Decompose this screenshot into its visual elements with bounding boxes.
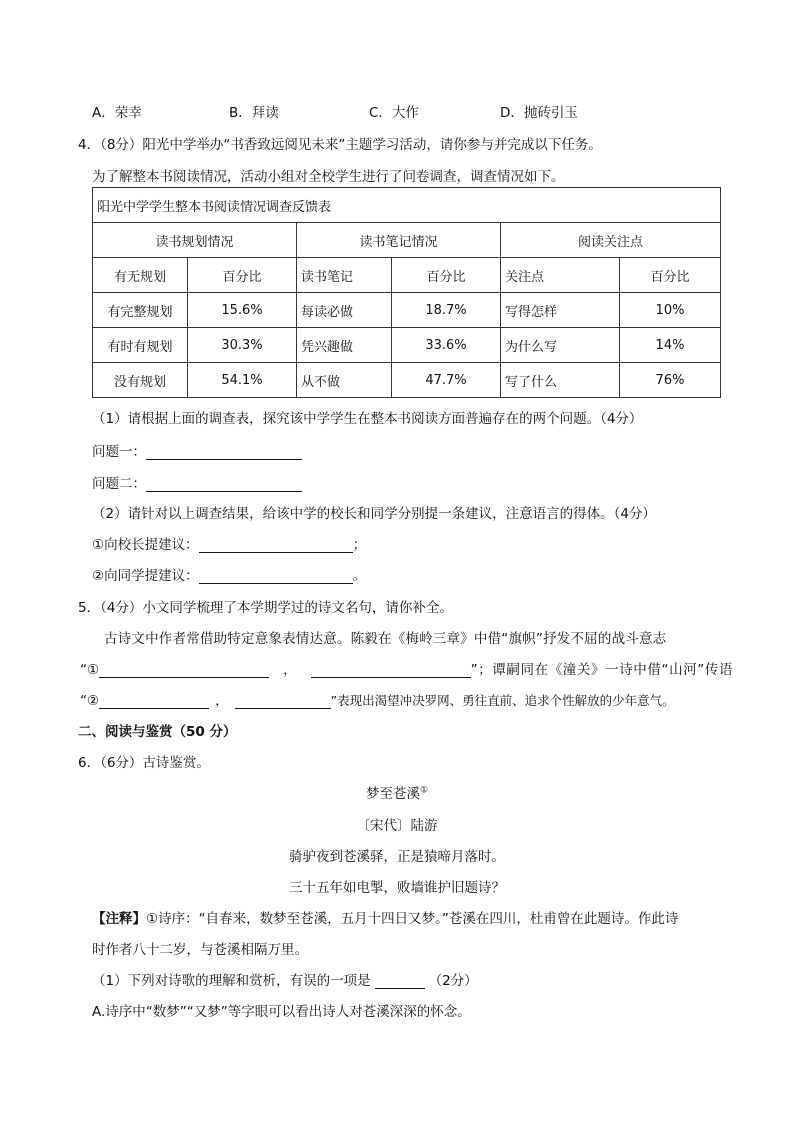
column-header: 读书笔记 — [297, 258, 392, 293]
q6-header: 6．（6分）古诗鉴赏。 — [78, 755, 210, 771]
note-label: 【注释】 — [92, 911, 146, 927]
answer-blank[interactable] — [146, 445, 302, 460]
column-header: 关注点 — [501, 258, 620, 293]
table-cell: 10% — [620, 293, 721, 328]
advice-principal-label: ①向校长提建议： — [92, 537, 199, 553]
note-mark: ① — [419, 785, 429, 796]
q4-header: 4．（8分）阳光中学举办“书香致远阅见未来”主题学习活动，请你参与并完成以下任务。 — [78, 137, 602, 153]
survey-table-title: 阳光中学学生整本书阅读情况调查反馈表 — [93, 188, 721, 223]
answer-blank[interactable] — [99, 663, 269, 678]
note-line1 — [92, 907, 678, 927]
problem-two-label: 问题二： — [92, 476, 146, 492]
problem-one — [92, 440, 302, 460]
group-header: 读书笔记情况 — [297, 223, 501, 258]
q5-line2 — [80, 658, 733, 678]
quote-rest: ”表现出渴望冲决罗网、勇往直前、追求个性解放的少年意气。 — [330, 693, 675, 708]
table-cell: 47.7% — [392, 363, 501, 398]
poem-line: 三十五年如电掣，败墙谁护旧题诗？ — [289, 880, 505, 896]
note-line2: 时作者八十二岁，与苍溪相隔万里。 — [92, 942, 308, 958]
q4-sub1: （1）请根据上面的调查表，探究该中学学生在整本书阅读方面普遍存在的两个问题。（4分） — [92, 411, 643, 427]
advice-principal — [92, 533, 366, 553]
table-cell: 有时有规划 — [93, 328, 188, 363]
table-row — [93, 328, 721, 363]
poem-line: 骑驴夜到苍溪驿，正是猿啼月落时。 — [289, 849, 505, 865]
table-cell: 54.1% — [188, 363, 297, 398]
q6-sub1-text: （1）下列对诗歌的理解和赏析，有误的一项是 — [92, 973, 371, 989]
table-cell: 写得怎样 — [501, 293, 620, 328]
q4-intro: 为了解整本书阅读情况，活动小组对全校学生进行了问卷调查，调查情况如下。 — [92, 169, 565, 185]
group-header: 读书规划情况 — [93, 223, 297, 258]
comma: ， — [283, 662, 297, 678]
table-cell: 为什么写 — [501, 328, 620, 363]
q5-line1: 古诗文中作者常借助特定意象表情达意。陈毅在《梅岭三章》中借“旗帜”抒发不屈的战斗意志 — [104, 631, 667, 647]
answer-blank[interactable] — [375, 974, 425, 989]
poem-title-text: 梦至苍溪 — [365, 786, 420, 802]
answer-blank[interactable] — [235, 694, 331, 709]
table-cell: 有完整规划 — [93, 293, 188, 328]
q4-sub2: （2）请针对以上调查结果，给该中学的校长和同学分别提一条建议，注意语言的得体。（4分） — [92, 506, 656, 522]
advice-students-label: ②向同学提建议： — [92, 568, 199, 584]
quote-open: “② — [80, 693, 100, 709]
column-header: 百分比 — [392, 258, 501, 293]
table-cell: 33.6% — [392, 328, 501, 363]
answer-blank[interactable] — [199, 538, 353, 553]
comma: ， — [215, 693, 229, 709]
q6-option-a: A.诗序中“数梦”“又梦”等字眼可以看出诗人对苍溪深深的怀念。 — [92, 1004, 471, 1020]
punctuation: 。 — [352, 568, 367, 584]
table-cell: 76% — [620, 363, 721, 398]
table-cell: 18.7% — [392, 293, 501, 328]
punctuation: ； — [352, 537, 367, 553]
answer-blank[interactable] — [146, 477, 302, 492]
poem-title — [0, 782, 794, 802]
note-text: ①诗序：“自春来，数梦至苍溪，五月十四日又梦。”苍溪在四川，杜甫曾在此题诗。作此诗 — [146, 911, 679, 927]
table-cell: 30.3% — [188, 328, 297, 363]
table-row — [93, 363, 721, 398]
answer-blank[interactable] — [99, 694, 209, 709]
survey-table — [92, 187, 721, 398]
answer-blank[interactable] — [311, 663, 471, 678]
table-cell: 写了什么 — [501, 363, 620, 398]
points: （2分） — [428, 973, 478, 989]
column-header: 百分比 — [188, 258, 297, 293]
table-cell: 14% — [620, 328, 721, 363]
poem-author: 〔宋代〕陆游 — [356, 818, 438, 834]
quote-open: “① — [80, 662, 100, 678]
q5-line3 — [80, 689, 675, 709]
quote-rest: ”；谭嗣同在《潼关》一诗中借“山河”传语 — [470, 662, 734, 678]
q6-sub1 — [92, 969, 478, 989]
column-header: 百分比 — [620, 258, 721, 293]
q5-header: 5．（4分）小文同学梳理了本学期学过的诗文名句，请你补全。 — [78, 600, 453, 616]
option-b: B．拜读 — [229, 105, 279, 121]
table-cell: 凭兴趣做 — [297, 328, 392, 363]
table-row — [93, 293, 721, 328]
option-d: D．抛砖引玉 — [500, 105, 578, 121]
group-header: 阅读关注点 — [501, 223, 721, 258]
column-header: 有无规划 — [93, 258, 188, 293]
option-c: C．大作 — [369, 105, 419, 121]
table-cell: 没有规划 — [93, 363, 188, 398]
option-a: A．荣幸 — [92, 105, 142, 121]
table-cell: 每读必做 — [297, 293, 392, 328]
section-heading: 二、阅读与鉴赏（50 分） — [78, 724, 237, 740]
problem-two — [92, 472, 302, 492]
problem-one-label: 问题一： — [92, 444, 146, 460]
table-cell: 15.6% — [188, 293, 297, 328]
answer-blank[interactable] — [199, 569, 353, 584]
table-cell: 从不做 — [297, 363, 392, 398]
advice-students — [92, 564, 366, 584]
